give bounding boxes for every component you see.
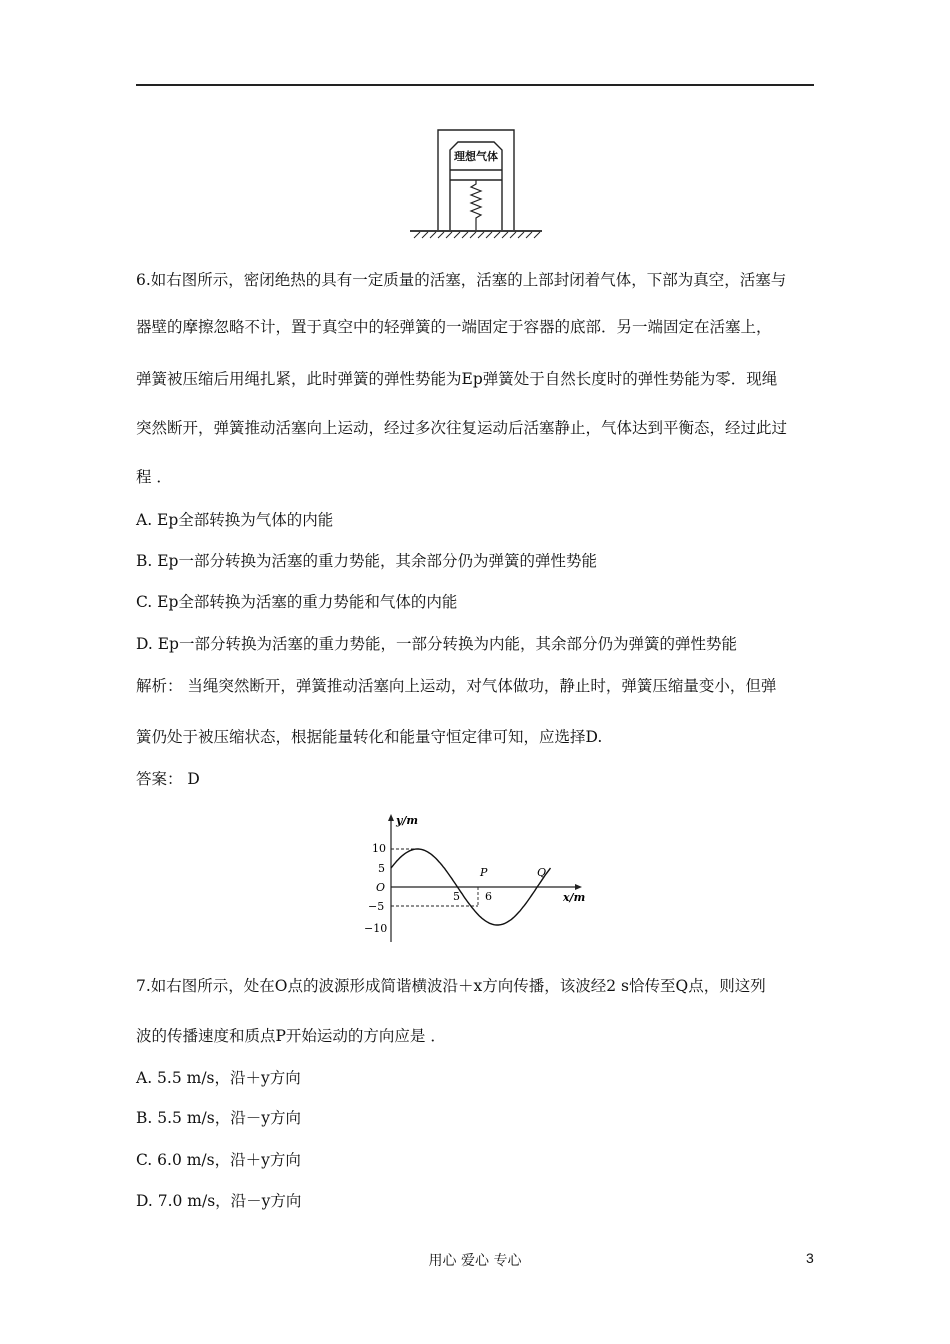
y-tick-10: 10 <box>372 842 386 855</box>
q6-answer: 答案： D <box>136 770 200 788</box>
footer-motto: 用心 爱心 专心 <box>428 1253 522 1269</box>
q6-option-d: D. Ep一部分转换为活塞的重力势能，一部分转换为内能，其余部分仍为弹簧的弹性势能 <box>136 635 737 653</box>
q7-option-a: A. 5.5 m/s，沿＋y方向 <box>136 1069 301 1087</box>
piston-container-figure <box>410 124 542 242</box>
q6-line-4: 突然断开，弹簧推动活塞向上运动，经过多次往复运动后活塞静止，气体达到平衡态，经过此过 <box>136 419 788 437</box>
y-tick-neg5: −5 <box>368 900 385 913</box>
q6-option-c: C. Ep全部转换为活塞的重力势能和气体的内能 <box>136 593 458 611</box>
y-axis-arrow <box>388 814 394 821</box>
x-axis-arrow <box>575 884 582 890</box>
q6-line-5: 程 ． <box>136 468 172 486</box>
x-tick-6: 6 <box>485 890 492 903</box>
q6-analysis-2: 簧仍处于被压缩状态，根据能量转化和能量守恒定律可知，应选择D. <box>136 728 603 746</box>
y-tick-neg10: −10 <box>364 922 388 935</box>
q7-line-2: 波的传播速度和质点P开始运动的方向应是 ． <box>136 1027 446 1045</box>
q6-option-b: B. Ep一部分转换为活塞的重力势能，其余部分仍为弹簧的弹性势能 <box>136 552 597 570</box>
page-number: 3 <box>806 1250 814 1266</box>
y-axis-label: y/m <box>396 814 419 827</box>
y-tick-5: 5 <box>378 862 385 875</box>
q6-line-2: 器壁的摩擦忽略不计，置于真空中的轻弹簧的一端固定于容器的底部．另一端固定在活塞上， <box>136 318 772 336</box>
wave-graph <box>360 812 590 952</box>
x-axis-label: x/m <box>563 891 586 904</box>
q7-line-1: 7.如右图所示，处在O点的波源形成简谐横波沿＋x方向传播，该波经2 s恰传至Q点，则这列 <box>136 977 766 995</box>
point-p-label: P <box>480 866 488 879</box>
q6-analysis-1: 解析： 当绳突然断开，弹簧推动活塞向上运动，对气体做功，静止时，弹簧压缩量变小，但弹 <box>136 677 777 695</box>
origin-label: O <box>376 881 386 894</box>
gas-label: 理想气体 <box>454 150 498 163</box>
q7-option-b: B. 5.5 m/s，沿－y方向 <box>136 1109 301 1127</box>
q6-line-3: 弹簧被压缩后用绳扎紧，此时弹簧的弹性势能为Ep弹簧处于自然长度时的弹性势能为零．现绳 <box>136 370 778 388</box>
q6-option-a: A. Ep全部转换为气体的内能 <box>136 511 334 529</box>
x-tick-5: 5 <box>453 890 460 903</box>
header-rule <box>136 84 814 86</box>
point-q-label: Q <box>537 866 547 879</box>
q6-line-1: 6.如右图所示，密闭绝热的具有一定质量的活塞，活塞的上部封闭着气体，下部为真空，活塞与 <box>136 271 787 289</box>
q7-option-d: D. 7.0 m/s，沿－y方向 <box>136 1192 302 1210</box>
q7-option-c: C. 6.0 m/s，沿＋y方向 <box>136 1151 301 1169</box>
